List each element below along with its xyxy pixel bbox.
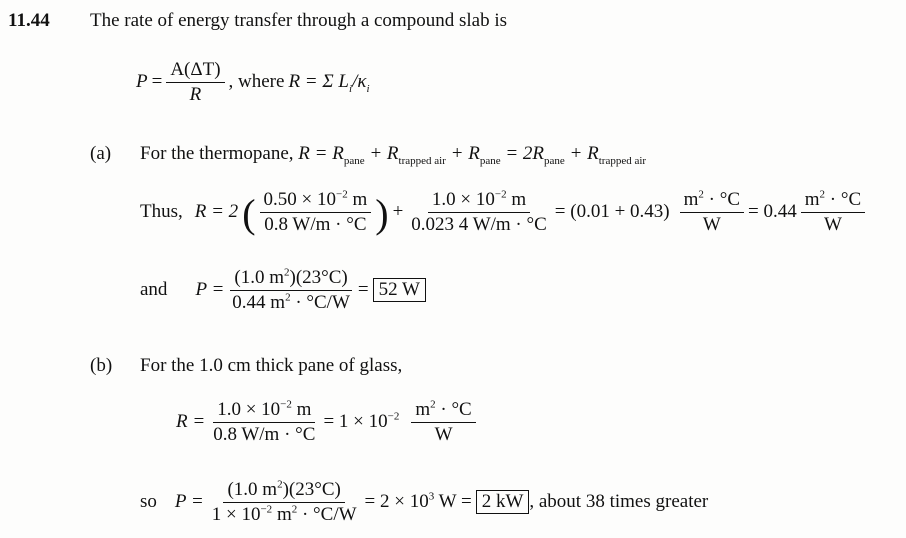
result-b: = $2 \times 10^3$ W = bbox=[364, 491, 472, 513]
answer-b: 2 kW bbox=[476, 490, 530, 514]
unit-fraction-b: $\frac{m^2 \cdot ^\circ C}{W}$ bbox=[411, 400, 475, 445]
part-a-line1: For the thermopane, $R = R_{pane} + R_{trapped air} + R_{pane} = 2R_{pane} + R_{trapped air}$ bbox=[140, 143, 647, 167]
part-b-r-equation bbox=[176, 400, 480, 445]
unit-fraction-2: $\frac{m^2 \cdot ^\circ C}{W}$ bbox=[801, 190, 865, 235]
plus-sign: + bbox=[392, 201, 404, 223]
equals-a: = bbox=[357, 279, 369, 301]
unit-fraction: $\frac{m^2 \cdot ^\circ C}{W}$ bbox=[680, 190, 744, 235]
where-text: , where bbox=[228, 71, 285, 93]
power-fraction-b: $\frac{(1.0 m^2)(23^\circ C)}{1 \times 10^{-2} m^2 \cdot ^\circ C/W}$ bbox=[211, 478, 357, 525]
so-text: so bbox=[140, 491, 157, 513]
part-b-power-equation bbox=[140, 480, 712, 525]
sum-value: = (0.01 + 0.43) bbox=[554, 201, 670, 223]
air-fraction: $\frac{1.0 \times 10^{-2} m}{0.023 4 W/m \cdot ^\circ C}$ bbox=[411, 188, 547, 235]
r-eq-b: R = bbox=[176, 411, 206, 433]
p-eq-b: P = bbox=[174, 491, 204, 513]
general-equation bbox=[136, 60, 374, 105]
problem-number: 11.44 bbox=[8, 10, 50, 31]
pane-fraction: $\frac{0.50 \times 10^{-2} m}{0.8 W/m \cdot ^\circ C}$ bbox=[260, 190, 372, 235]
part-a-thus-equation: Thus, R = 2 ( $\frac{0.50 \times 10^{-2} m}{0.8 W/m \cdot ^\circ C}$ ) + $\frac{1.0 \times 10^{-2} m}{0.023 4 W/m \cdot ^\circ C}$ = (0.01 + 0.43) $\frac{m^2 \cdot ^\circ C}{W}$ = 0.44 $\frac{m^2 \cdot ^\circ C}{W}$ bbox=[140, 190, 869, 235]
part-b-text: For the 1.0 cm thick pane of glass, bbox=[140, 355, 403, 376]
general-denominator: R bbox=[189, 83, 202, 105]
r-value-b: = $1 \times 10^{-2}$ bbox=[323, 411, 400, 433]
r-value: = 0.44 bbox=[748, 201, 797, 223]
power-fraction: $\frac{(1.0 m^2)(23^\circ C)}{0.44 m^2 \cdot ^\circ C/W}$ bbox=[232, 266, 350, 313]
glass-fraction: $\frac{1.0 \times 10^{-2} m}{0.8 W/m \cdot ^\circ C}$ bbox=[213, 398, 316, 445]
general-numerator: A(ΔT) bbox=[166, 60, 224, 83]
comparison-text: , about 38 times greater bbox=[529, 491, 709, 513]
thus-text: Thus, bbox=[140, 201, 183, 223]
part-b-label: (b) bbox=[90, 355, 113, 376]
part-a-power-equation bbox=[140, 268, 430, 313]
problem-statement: The rate of energy transfer through a compound slab is bbox=[90, 10, 507, 31]
equals: = bbox=[151, 71, 163, 93]
p-symbol: P bbox=[136, 71, 148, 93]
r-eq-2: R = 2 bbox=[194, 201, 239, 223]
part-a-label: (a) bbox=[90, 143, 112, 164]
p-eq: P = bbox=[195, 279, 225, 301]
and-text: and bbox=[140, 279, 168, 301]
answer-a: 52 W bbox=[373, 278, 426, 302]
general-fraction bbox=[166, 60, 224, 105]
r-definition: R = Σ $L_i/\kappa_i$ bbox=[288, 71, 370, 96]
